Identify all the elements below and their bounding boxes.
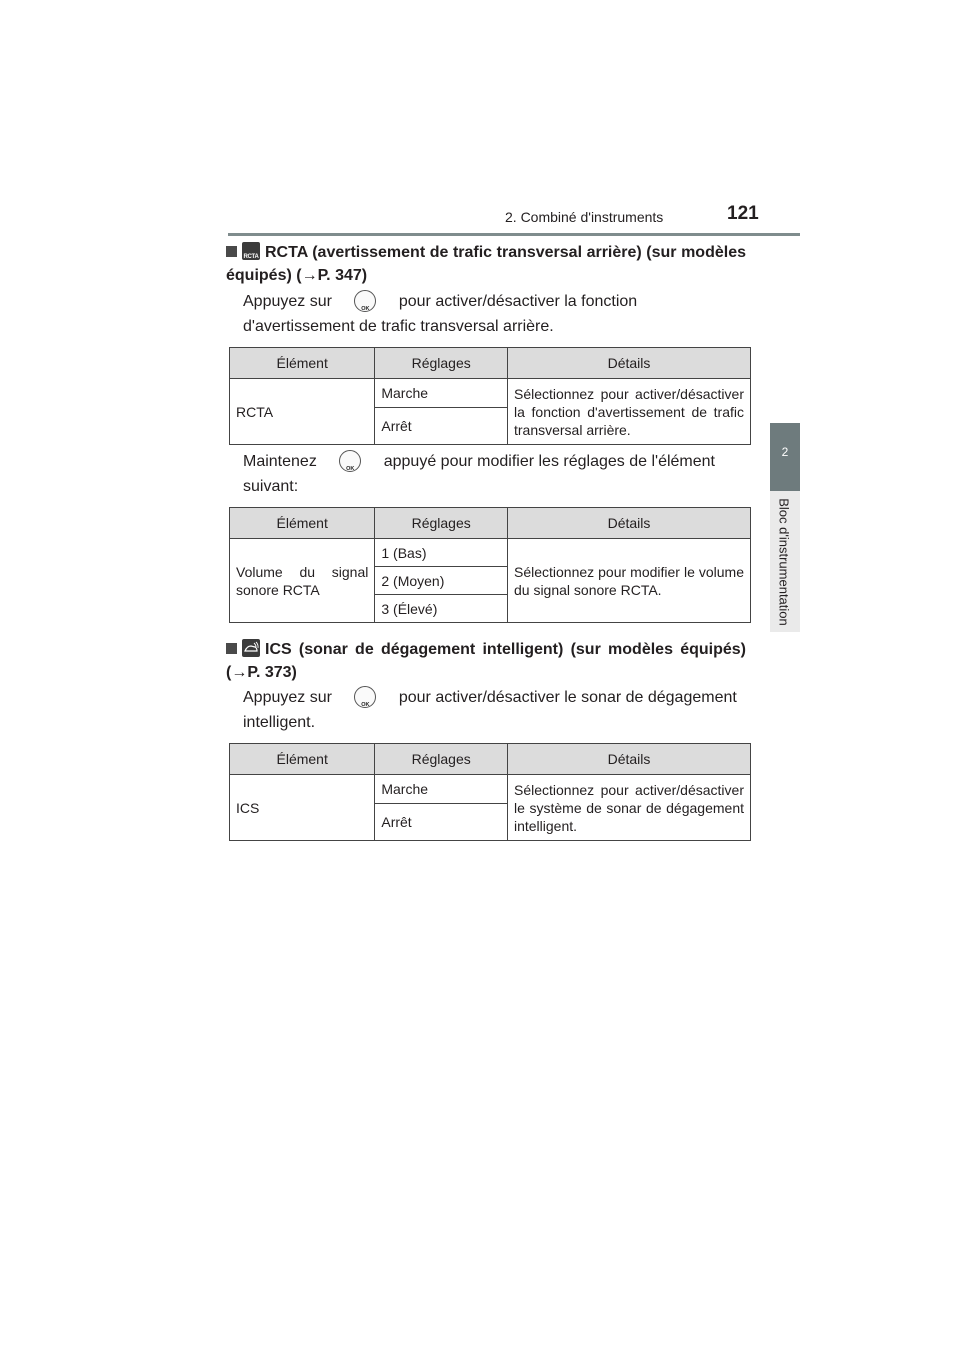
table-cell-details: Sélectionnez pour modifier le volume du signal sonore RCTA. (507, 539, 750, 623)
column-header: Réglages (375, 744, 508, 775)
chapter-title: 2. Combiné d'instruments (505, 209, 664, 225)
table-cell-item: RCTA (230, 379, 375, 445)
table-row (230, 539, 751, 567)
column-header: Élément (230, 348, 375, 379)
ok-button-icon (339, 450, 361, 472)
table-header-row (230, 348, 751, 379)
column-header: Élément (230, 744, 375, 775)
square-bullet-icon (226, 643, 237, 654)
table-cell-setting: Arrêt (375, 408, 508, 445)
table-cell-setting: 2 (Moyen) (375, 567, 508, 595)
ics-settings-table (229, 743, 751, 841)
table-cell-setting: 1 (Bas) (375, 539, 508, 567)
rcta-hold-before: Maintenez (243, 453, 317, 470)
table-cell-details: Sélectionnez pour activer/désactiver le système de sonar de dégagement intelligent. (507, 775, 750, 841)
rcta-instruction-after: pour activer/désactiver la fonction d'avertissement de trafic transversal arrière. (243, 293, 638, 335)
rcta-volume-table (229, 507, 751, 623)
ics-instruction-after: pour activer/désactiver le sonar de dégagement intelligent. (243, 689, 737, 731)
column-header: Élément (230, 508, 375, 539)
table-row (230, 775, 751, 804)
ok-button-icon (354, 686, 376, 708)
table-header-row (230, 508, 751, 539)
column-header: Réglages (375, 348, 508, 379)
chapter-side-tab (770, 423, 800, 491)
rcta-hold-after: appuyé pour modifier les réglages de l'élément suivant: (243, 453, 715, 495)
rcta-icon: RCTA (242, 242, 260, 260)
rcta-settings-table (229, 347, 751, 445)
table-header-row (230, 744, 751, 775)
section-title-ics-text: ICS (sonar de dégagement intelligent) (sur modèles équipés) (→P. 373) (226, 641, 746, 681)
ok-button-icon (354, 290, 376, 312)
square-bullet-icon (226, 246, 237, 257)
rcta-instruction-before: Appuyez sur (243, 293, 332, 310)
table-cell-setting: Arrêt (375, 804, 508, 841)
column-header: Détails (507, 348, 750, 379)
header-divider (228, 233, 800, 236)
table-cell-setting: Marche (375, 379, 508, 408)
table-cell-details: Sélectionnez pour activer/désactiver la fonction d'avertissement de trafic transversal arrière. (507, 379, 750, 445)
chapter-side-label: Bloc d'instrumentation (776, 498, 792, 626)
section-title-rcta (226, 241, 746, 287)
section-title-rcta-text: RCTA (avertissement de trafic transversal arrière) (sur modèles équipés) (→P. 347) (226, 244, 746, 284)
chapter-tab-number: 2 (781, 445, 789, 459)
column-header: Détails (507, 744, 750, 775)
table-cell-item: Volume du signal sonore RCTA (230, 539, 375, 623)
rcta-instruction (243, 289, 746, 339)
ics-instruction (243, 685, 746, 735)
ics-sonar-icon (242, 639, 260, 657)
column-header: Réglages (375, 508, 508, 539)
table-cell-setting: Marche (375, 775, 508, 804)
page-number: 121 (727, 203, 759, 224)
ics-instruction-before: Appuyez sur (243, 689, 332, 706)
table-cell-item: ICS (230, 775, 375, 841)
rcta-hold-instruction (243, 449, 746, 499)
column-header: Détails (507, 508, 750, 539)
section-title-ics (226, 638, 746, 684)
table-row (230, 379, 751, 408)
table-cell-setting: 3 (Élevé) (375, 595, 508, 623)
